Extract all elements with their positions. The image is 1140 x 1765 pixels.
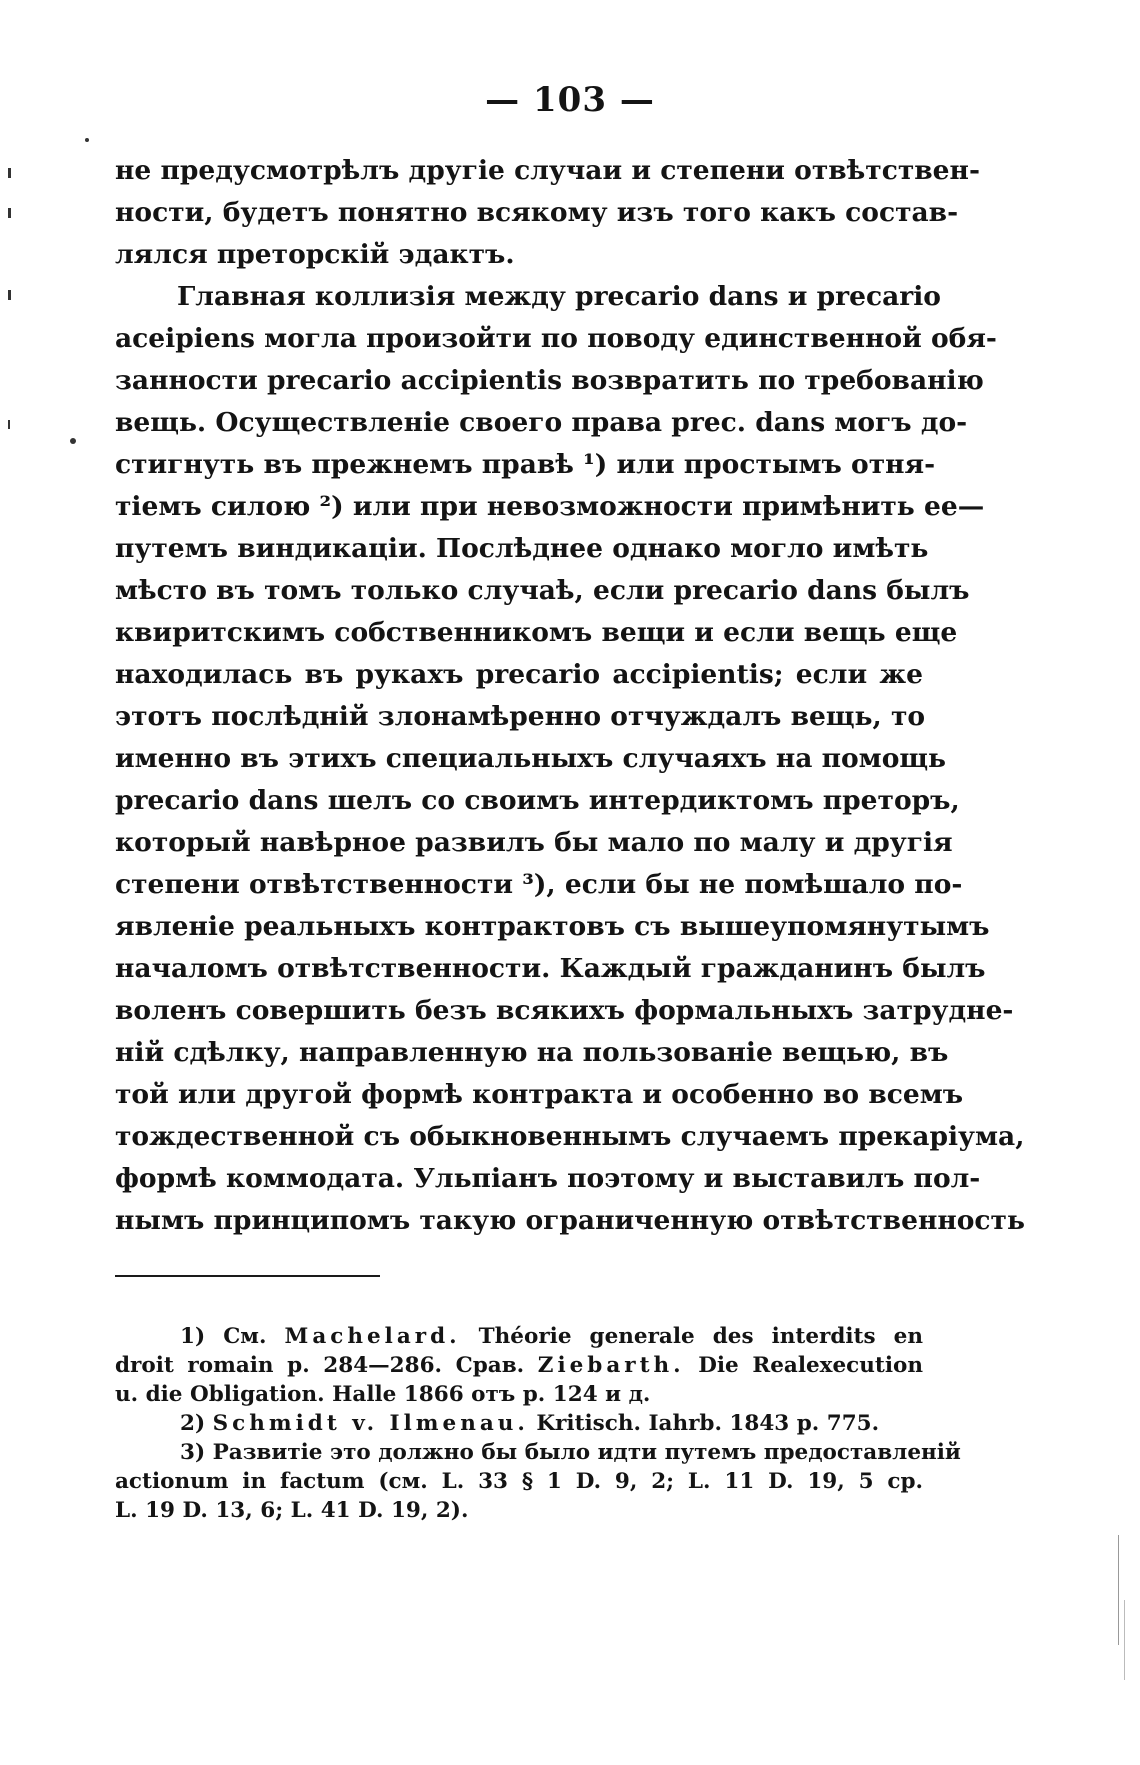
text-line: именно въ этихъ специальныхъ случаяхъ на помощь xyxy=(115,743,947,774)
text-line: степени отвѣтственности ³), если бы не помѣшало по- xyxy=(115,869,963,900)
scan-line xyxy=(1118,1535,1119,1645)
scan-speck xyxy=(85,138,89,142)
text-line: воленъ совершить безъ всякихъ формальныхъ затрудне- xyxy=(115,995,1014,1026)
footnote-3-line: L. 19 D. 13, 6; L. 41 D. 19, 2). xyxy=(115,1498,469,1523)
scan-speck xyxy=(8,290,11,300)
footnote-3-line: actionum in factum (см. L. 33 § 1 D. 9, 2; L. 11 D. 19, 5 cp. xyxy=(115,1469,923,1494)
text-line: мѣсто въ томъ только случаѣ, если precario dans былъ xyxy=(115,575,970,606)
footnote-1-line: droit romain p. 284—286. Срав. Ziebarth. Die Realexecution xyxy=(115,1353,923,1378)
text-line: квиритскимъ собственникомъ вещи и если вещь еще xyxy=(115,617,958,648)
body-text xyxy=(115,150,1025,1242)
scan-speck xyxy=(70,438,76,444)
footnote-author: Machelard. xyxy=(284,1324,461,1349)
text-line: путемъ виндикаціи. Послѣднее однако могло имѣть xyxy=(115,533,929,564)
text-line: Главная коллизія между precario dans и precario xyxy=(177,281,941,312)
text-line: формѣ коммодата. Ульпіанъ поэтому и выставилъ пол- xyxy=(115,1163,981,1194)
scan-speck xyxy=(8,420,10,429)
page-number: — 103 — xyxy=(485,80,655,120)
footnote-3-line: 3) Развитіе это должно бы было идти путемъ предоставленій xyxy=(180,1440,961,1465)
footnote-author: Ziebarth. xyxy=(537,1353,685,1378)
scan-line xyxy=(1124,1600,1125,1680)
text-line: который навѣрное развилъ бы мало по малу и другія xyxy=(115,827,953,858)
text-line: явленіе реальныхъ контрактовъ съ вышеупомянутымъ xyxy=(115,911,990,942)
text-line: нымъ принципомъ такую ограниченную отвѣтственность xyxy=(115,1205,1025,1236)
text-line: precario dans шелъ со своимъ интердиктомъ преторъ, xyxy=(115,785,960,816)
text-line: вещь. Осуществленіе своего права prec. dans могъ до- xyxy=(115,407,968,438)
text-line: этотъ послѣдній злонамѣренно отчуждалъ вещь, то xyxy=(115,701,926,732)
text-line: той или другой формѣ контракта и особенно во всемъ xyxy=(115,1079,964,1110)
footnote-separator xyxy=(115,1275,380,1277)
text-line: тождественной съ обыкновеннымъ случаемъ прекаріума, xyxy=(115,1121,1025,1152)
scan-speck xyxy=(8,208,11,218)
text-line: aceipiens могла произойти по поводу единственной обя- xyxy=(115,323,997,354)
text-line: не предусмотрѣлъ другіе случаи и степени отвѣтствен- xyxy=(115,155,980,186)
footnote-author: Schmidt v. Ilmenau. xyxy=(212,1411,529,1436)
text-line: стигнуть въ прежнемъ правѣ ¹) или простымъ отня- xyxy=(115,449,936,480)
text-line: находилась въ рукахъ precario accipientis; если же xyxy=(115,659,923,690)
text-line: началомъ отвѣтственности. Каждый гражданинъ былъ xyxy=(115,953,986,984)
footnotes xyxy=(115,1322,961,1525)
scan-speck xyxy=(8,168,11,178)
footnote-1-line: 1) См. Machelard. Théorie generale des interdits en xyxy=(180,1324,923,1349)
text-line: лялся преторскій эдактъ. xyxy=(115,239,515,270)
text-line: тіемъ силою ²) или при невозможности примѣнить ее— xyxy=(115,491,985,522)
footnote-1-line: u. die Obligation. Halle 1866 отъ p. 124 и д. xyxy=(115,1382,651,1407)
text-line: ній сдѣлку, направленную на пользованіе вещью, въ xyxy=(115,1037,949,1068)
text-line: ности, будетъ понятно всякому изъ того какъ состав- xyxy=(115,197,959,228)
text-line: занности precario accipientis возвратить по требованію xyxy=(115,365,984,396)
footnote-2-line: 2) Schmidt v. Ilmenau. Kritisch. Iahrb. 1843 p. 775. xyxy=(180,1411,880,1436)
